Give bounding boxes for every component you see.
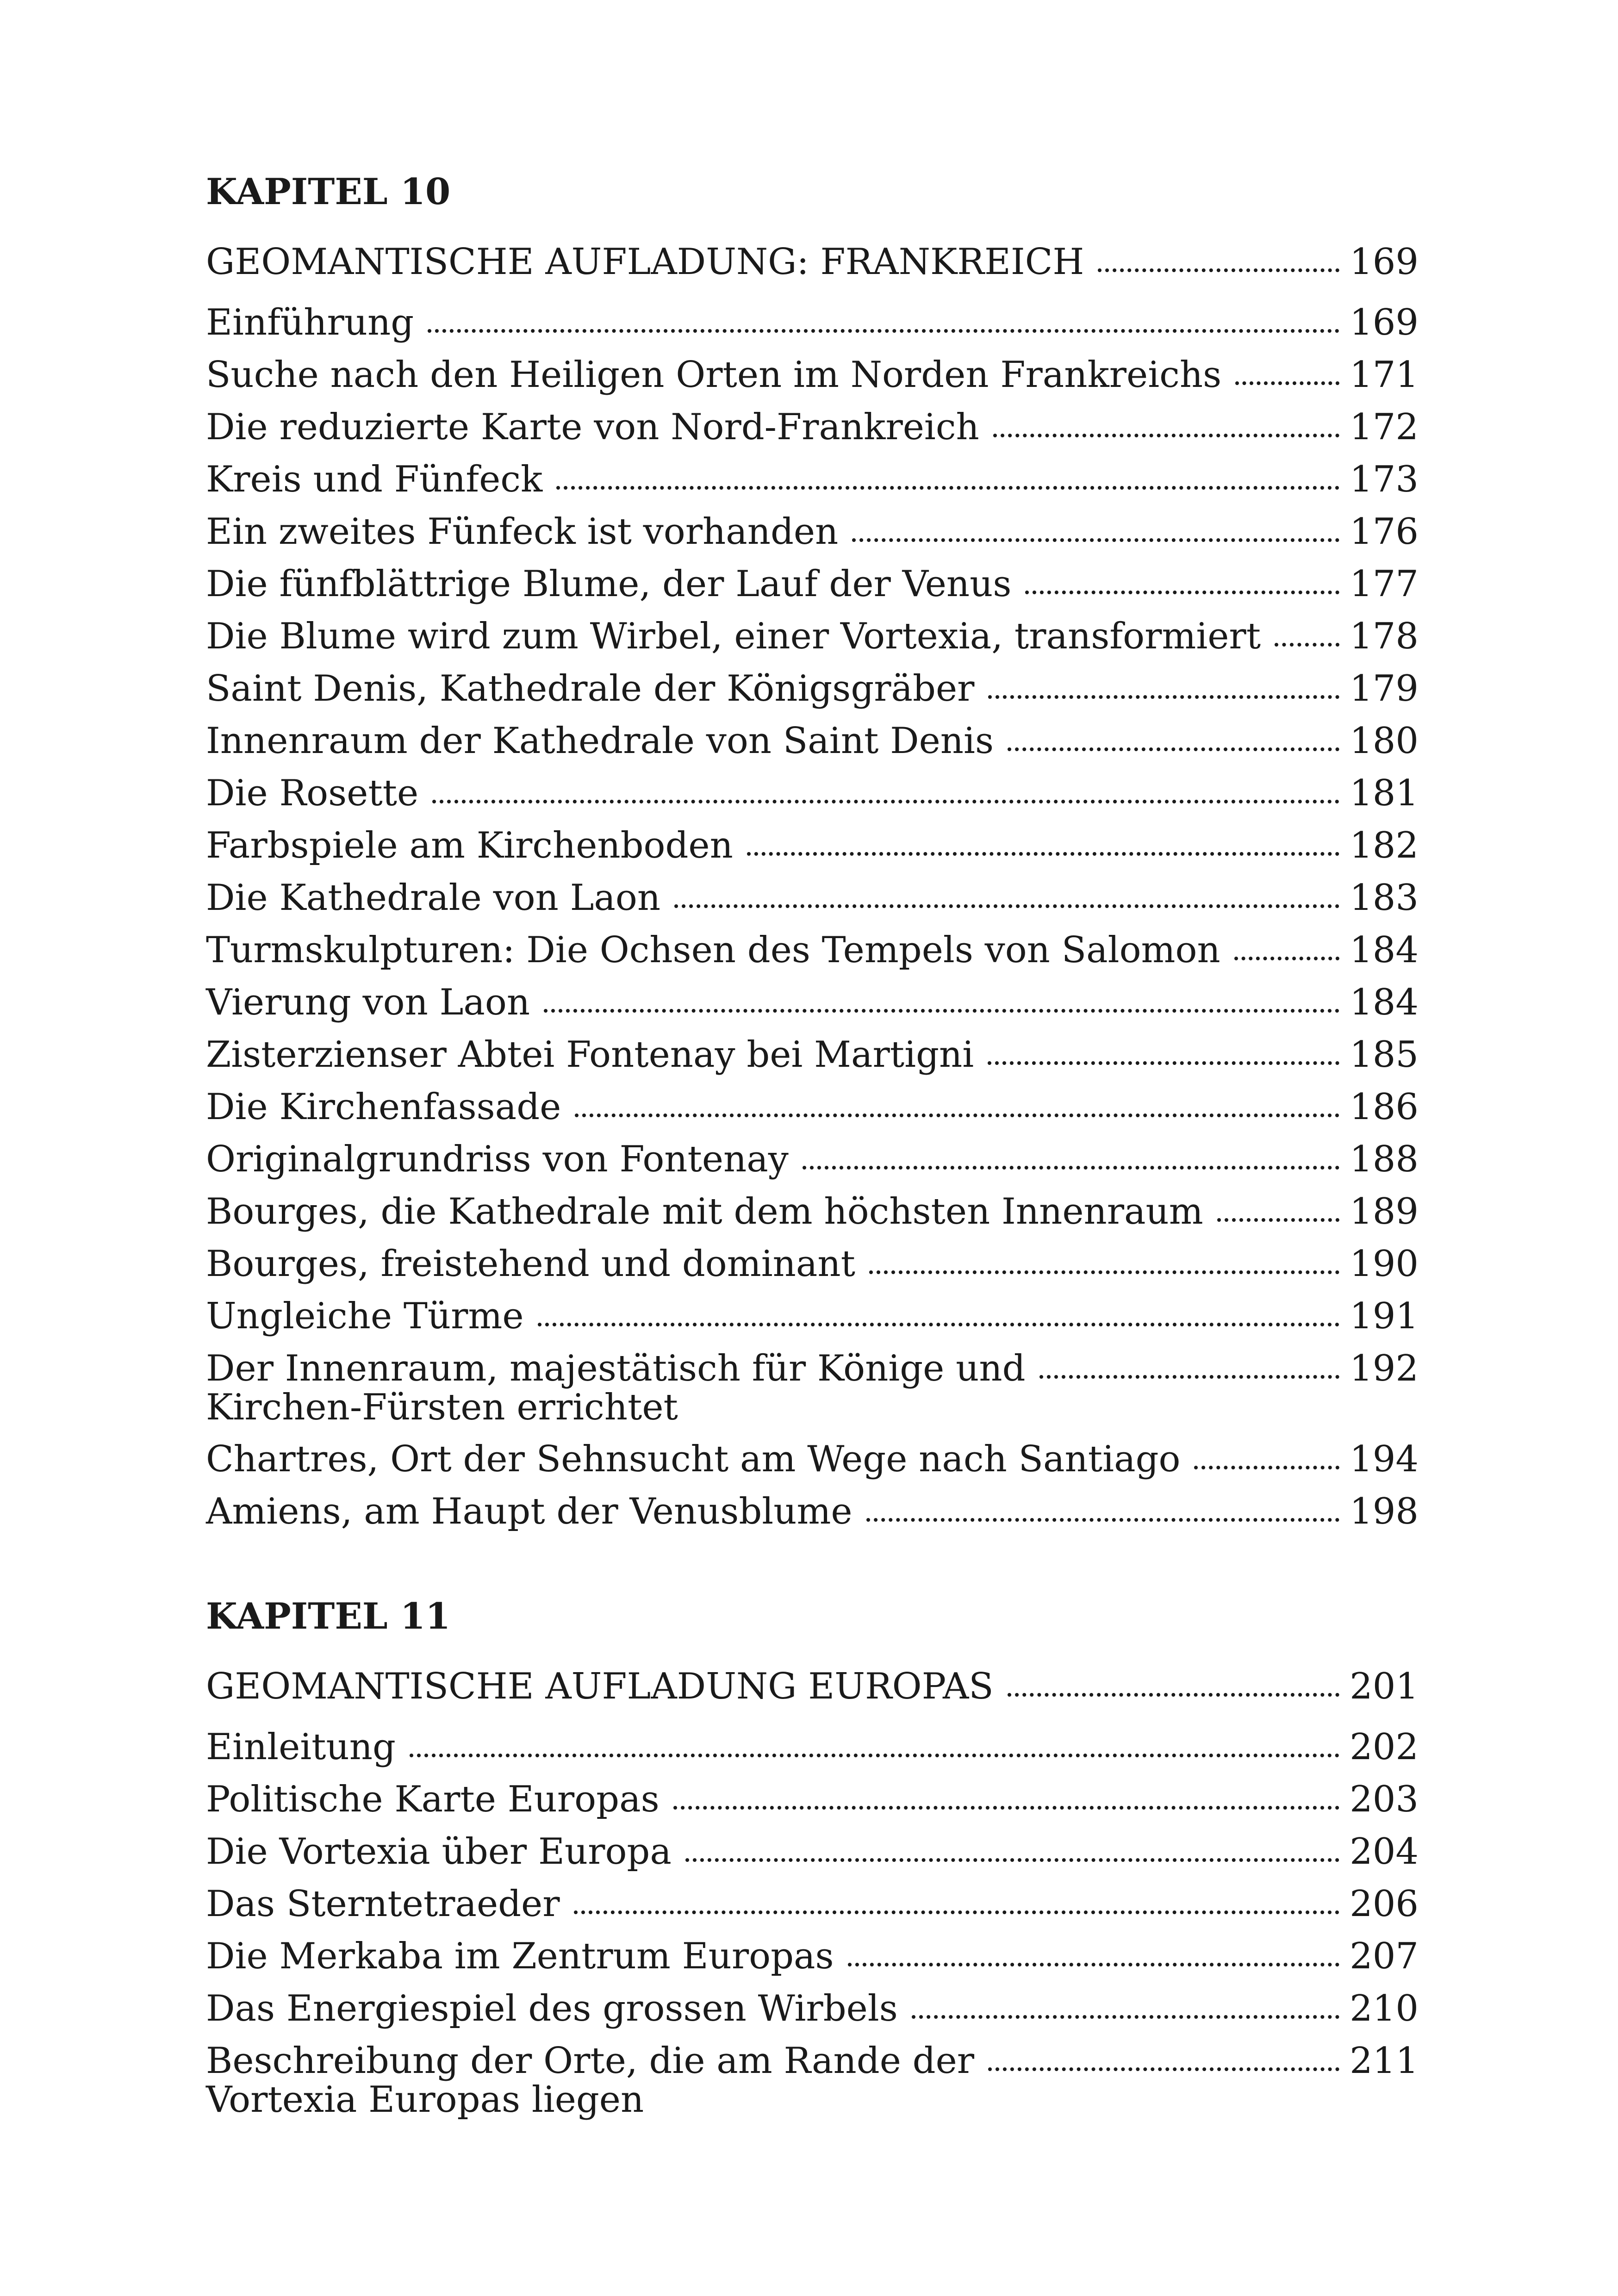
toc-section-title: GEOMANTISCHE AUFLADUNG: FRANKREICH xyxy=(206,241,1084,283)
toc-entry xyxy=(206,1433,1419,1486)
toc-entry xyxy=(206,1826,1419,1878)
toc-section-row xyxy=(206,1661,1419,1713)
dot-leader xyxy=(1025,591,1339,594)
toc-entry-title: Innenraum der Kathedrale von Saint Denis xyxy=(206,720,994,762)
toc-entry xyxy=(206,2035,1419,2126)
dot-leader xyxy=(993,434,1339,437)
toc-page-number: 202 xyxy=(1350,1726,1419,1768)
toc-entry-title: Amiens, am Haupt der Venusblume xyxy=(206,1491,853,1532)
toc-page-number: 184 xyxy=(1350,929,1419,971)
toc-entry-title: Das Sterntetraeder xyxy=(206,1883,560,1925)
chapter-10-block xyxy=(206,167,1419,1538)
toc-page-number: 185 xyxy=(1350,1034,1419,1076)
toc-entry xyxy=(206,820,1419,872)
toc-page-number: 192 xyxy=(1350,1348,1419,1389)
toc-entry xyxy=(206,297,1419,349)
toc-page-number: 173 xyxy=(1350,459,1419,500)
toc-entry xyxy=(206,1029,1419,1081)
toc-entry xyxy=(206,977,1419,1029)
toc-page-number: 169 xyxy=(1350,241,1419,283)
toc-page-number: 190 xyxy=(1350,1243,1419,1285)
dot-leader xyxy=(685,1858,1339,1862)
toc-entry-title: Ungleiche Türme xyxy=(206,1295,524,1337)
toc-entry-title: Bourges, freistehend und dominant xyxy=(206,1243,855,1285)
toc-entry xyxy=(206,1290,1419,1343)
dot-leader xyxy=(428,329,1339,333)
dot-leader xyxy=(1098,268,1339,272)
dot-leader xyxy=(574,1910,1340,1914)
toc-entry-title: Farbspiele am Kirchenboden xyxy=(206,825,733,866)
toc-entry-title: Die reduzierte Karte von Nord-Frankreich xyxy=(206,406,979,448)
dot-leader xyxy=(410,1754,1339,1757)
toc-entry-title: Originalgrundriss von Fontenay xyxy=(206,1139,789,1180)
dot-leader xyxy=(848,1963,1340,1966)
toc-entry xyxy=(206,872,1419,924)
toc-page-number: 184 xyxy=(1350,982,1419,1023)
toc-entry-title: Turmskulpturen: Die Ochsen des Tempels von Salomon xyxy=(206,929,1220,971)
toc-entry xyxy=(206,1081,1419,1133)
toc-entry xyxy=(206,1343,1419,1433)
toc-page-number: 180 xyxy=(1350,720,1419,762)
toc-entry-title: Kreis und Fünfeck xyxy=(206,459,543,500)
toc-entry xyxy=(206,610,1419,663)
dot-leader xyxy=(866,1518,1340,1522)
toc-entry-title: Die fünfblättrige Blume, der Lauf der Venus xyxy=(206,563,1012,605)
toc-page-number: 207 xyxy=(1350,1935,1419,1977)
toc-entry xyxy=(206,401,1419,454)
toc-entry xyxy=(206,1186,1419,1238)
toc-entry xyxy=(206,506,1419,558)
toc-entry xyxy=(206,349,1419,401)
toc-entry-title: Vierung von Laon xyxy=(206,982,530,1023)
toc-entry xyxy=(206,558,1419,610)
toc-entry xyxy=(206,1930,1419,1983)
dot-leader xyxy=(1008,1693,1339,1697)
dot-leader xyxy=(747,852,1339,856)
toc-page-number: 201 xyxy=(1350,1666,1419,1707)
dot-leader xyxy=(1275,643,1339,647)
toc-entry-title: Ein zweites Fünfeck ist vorhanden xyxy=(206,511,839,553)
toc-page-number: 182 xyxy=(1350,825,1419,866)
toc-entry-title: Die Vortexia über Europa xyxy=(206,1831,672,1873)
toc-entry-title: Die Kathedrale von Laon xyxy=(206,877,661,919)
toc-page-number: 203 xyxy=(1350,1779,1419,1820)
toc-entry-title: Suche nach den Heiligen Orten im Norden Frankreichs xyxy=(206,354,1222,396)
dot-leader xyxy=(1039,1375,1340,1379)
toc-page-number: 178 xyxy=(1350,616,1419,657)
dot-leader xyxy=(538,1323,1340,1326)
toc-page-number: 189 xyxy=(1350,1191,1419,1232)
toc-page-number: 191 xyxy=(1350,1295,1419,1337)
toc-entry-title: Chartres, Ort der Sehnsucht am Wege nach Santiago xyxy=(206,1438,1181,1480)
toc-section-row xyxy=(206,236,1419,288)
chapter-heading: KAPITEL 10 xyxy=(206,171,451,213)
toc-entry xyxy=(206,1238,1419,1290)
dot-leader xyxy=(674,904,1339,908)
toc-entry xyxy=(206,1773,1419,1826)
toc-page-number: 181 xyxy=(1350,772,1419,814)
toc-entry-title: Bourges, die Kathedrale mit dem höchsten Innenraum xyxy=(206,1191,1203,1232)
toc-entry xyxy=(206,663,1419,715)
dot-leader xyxy=(1217,1218,1339,1222)
toc-entry xyxy=(206,1486,1419,1538)
toc-page-number: 204 xyxy=(1350,1831,1419,1873)
toc-page-number: 186 xyxy=(1350,1086,1419,1128)
toc-page-number: 198 xyxy=(1350,1491,1419,1532)
dot-leader xyxy=(1008,747,1339,751)
toc-entry-title: Saint Denis, Kathedrale der Königsgräber xyxy=(206,668,975,709)
toc-page-number: 177 xyxy=(1350,563,1419,605)
toc-entry xyxy=(206,715,1419,767)
toc-entry xyxy=(206,924,1419,977)
toc-page-number: 188 xyxy=(1350,1139,1419,1180)
dot-leader xyxy=(803,1166,1339,1170)
toc-page-number: 210 xyxy=(1350,1988,1419,2029)
toc-page-number: 211 xyxy=(1350,2040,1419,2082)
chapter-heading: KAPITEL 11 xyxy=(206,1595,451,1637)
toc-page-number: 179 xyxy=(1350,668,1419,709)
toc-entry xyxy=(206,1878,1419,1930)
dot-leader xyxy=(556,486,1339,490)
toc-entry-title: Einführung xyxy=(206,302,414,343)
dot-leader xyxy=(912,2015,1339,2019)
toc-page-number: 169 xyxy=(1350,302,1419,343)
dot-leader xyxy=(988,695,1339,699)
toc-entry-title: Einleitung xyxy=(206,1726,396,1768)
toc-entry xyxy=(206,1721,1419,1773)
toc-page-number: 172 xyxy=(1350,406,1419,448)
toc-list xyxy=(206,297,1419,1538)
toc-entry-title: Zisterzienser Abtei Fontenay bei Martigni xyxy=(206,1034,974,1076)
toc-entry xyxy=(206,767,1419,820)
dot-leader xyxy=(852,538,1339,542)
toc-entry-title: Der Innenraum, majestätisch für Könige und Kirchen-Fürsten errichtet xyxy=(206,1348,1026,1428)
toc-page-number: 206 xyxy=(1350,1883,1419,1925)
dot-leader xyxy=(432,800,1339,803)
toc-page-number: 171 xyxy=(1350,354,1419,396)
toc-page-number: 194 xyxy=(1350,1438,1419,1480)
toc-entry xyxy=(206,454,1419,506)
toc-entry-title: Die Rosette xyxy=(206,772,419,814)
toc-entry-title: Das Energiespiel des grossen Wirbels xyxy=(206,1988,898,2029)
dot-leader xyxy=(544,1009,1339,1013)
toc-entry-title: Die Kirchenfassade xyxy=(206,1086,561,1128)
toc-entry-title: Die Merkaba im Zentrum Europas xyxy=(206,1935,834,1977)
toc-entry-title: Politische Karte Europas xyxy=(206,1779,660,1820)
table-of-contents-page xyxy=(206,167,1419,2179)
dot-leader xyxy=(1194,1466,1339,1469)
dot-leader xyxy=(869,1270,1339,1274)
dot-leader xyxy=(575,1114,1339,1117)
toc-list xyxy=(206,1721,1419,2126)
toc-page-number: 183 xyxy=(1350,877,1419,919)
toc-entry-title: Beschreibung der Orte, die am Rande der Vortexia Europas liegen xyxy=(206,2040,975,2121)
toc-section-title: GEOMANTISCHE AUFLADUNG EUROPAS xyxy=(206,1666,994,1707)
toc-entry xyxy=(206,1983,1419,2035)
dot-leader xyxy=(988,1061,1339,1065)
chapter-11-block xyxy=(206,1591,1419,2126)
toc-entry xyxy=(206,1133,1419,1186)
dot-leader xyxy=(1235,381,1339,385)
toc-entry-title: Die Blume wird zum Wirbel, einer Vortexia, transformiert xyxy=(206,616,1261,657)
dot-leader xyxy=(1234,957,1339,960)
dot-leader xyxy=(673,1806,1340,1810)
dot-leader xyxy=(988,2067,1339,2071)
toc-page-number: 176 xyxy=(1350,511,1419,553)
